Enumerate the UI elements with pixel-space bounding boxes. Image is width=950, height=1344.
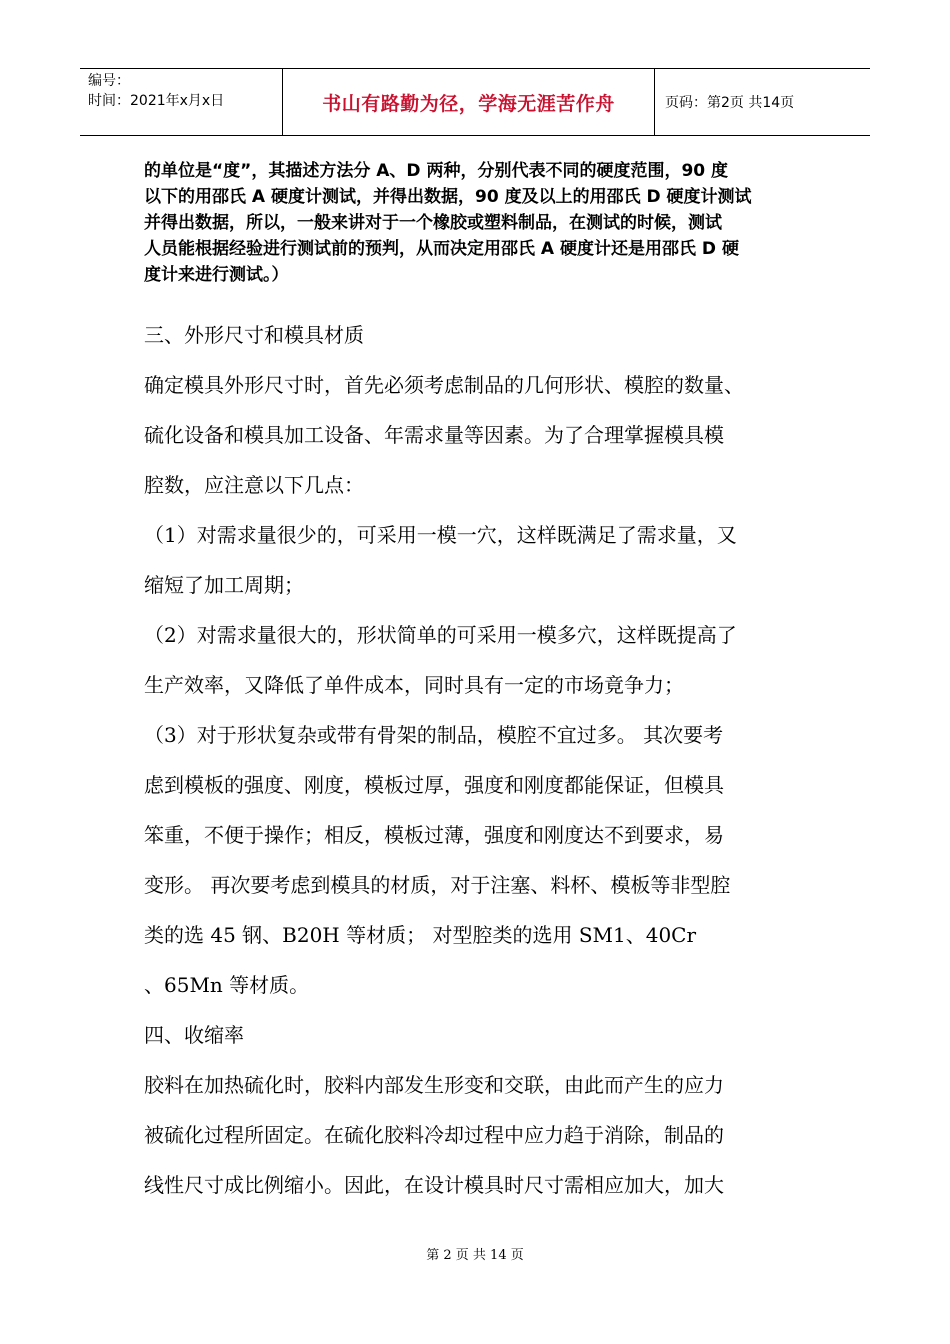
bold-line: 以下的用邵氏 A 硬度计测试，并得出数据，90 度及以上的用邵氏 D 硬度计测试 xyxy=(144,187,752,207)
bold-line: 的单位是“度”，其描述方法分 A、D 两种，分别代表不同的硬度范围，90 度 xyxy=(144,161,729,181)
section-3 xyxy=(144,310,814,1010)
bold-line: 人员能根据经验进行测试前的预判，从而决定用邵氏 A 硬度计还是用邵氏 D 硬 xyxy=(144,239,739,259)
section-3-line: 确定模具外形尺寸时，首先必须考虑制品的几何形状、模腔的数量、 xyxy=(144,373,744,397)
section-3-line: （2）对需求量很大的，形状简单的可采用一模多穴，这样既提高了 xyxy=(144,623,737,647)
section-3-line: 生产效率，又降低了单件成本，同时具有一定的市场竟争力； xyxy=(144,673,684,697)
section-4-line: 胶料在加热硫化时，胶料内部发生形变和交联，由此而产生的应力 xyxy=(144,1073,724,1097)
section-4 xyxy=(144,1010,814,1210)
section-3-line: （1）对需求量很少的，可采用一模一穴，这样既满足了需求量，又 xyxy=(144,523,737,547)
bold-line: 度计来进行测试。） xyxy=(144,265,289,285)
section-3-line: 硫化设备和模具加工设备、年需求量等因素。为了合理掌握模具模 xyxy=(144,423,724,447)
bold-paragraph xyxy=(144,158,812,288)
page-footer: 第 2 页 共 14 页 xyxy=(426,1248,524,1263)
section-3-line: 类的选 45 钢、B20H 等材质； 对型腔类的选用 SM1、40Cr xyxy=(144,923,697,947)
header-meta xyxy=(80,69,283,135)
section-3-line: 缩短了加工周期； xyxy=(144,573,304,597)
time-label: 时间：2021年x月x日 xyxy=(88,93,225,109)
header-motto: 书山有路勤为径，学海无涯苦作舟 xyxy=(283,69,655,135)
header-page-info: 页码：第2页 共14页 xyxy=(665,95,795,111)
page-header xyxy=(80,68,870,136)
bold-line: 并得出数据，所以，一般来讲对于一个橡胶或塑料制品，在测试的时候，测试 xyxy=(144,213,722,233)
section-3-line: 变形。 再次要考虑到模具的材质，对于注塞、料杯、模板等非型腔 xyxy=(144,873,731,897)
section-3-line: 、65Mn 等材质。 xyxy=(144,973,310,997)
section-4-line: 线性尺寸成比例缩小。因此，在设计模具时尺寸需相应加大，加大 xyxy=(144,1173,724,1197)
section-3-line: （3）对于形状复杂或带有骨架的制品，模腔不宜过多。 其次要考 xyxy=(144,723,724,747)
section-4-heading: 四、收缩率 xyxy=(144,1023,244,1047)
section-4-line: 被硫化过程所固定。在硫化胶料冷却过程中应力趋于消除，制品的 xyxy=(144,1123,724,1147)
section-3-line: 虑到模板的强度、刚度，模板过厚，强度和刚度都能保证，但模具 xyxy=(144,773,724,797)
section-3-heading: 三、外形尺寸和模具材质 xyxy=(144,323,364,347)
code-label: 编号： xyxy=(88,73,130,89)
section-3-line: 腔数，应注意以下几点： xyxy=(144,473,364,497)
section-3-line: 笨重，不便于操作；相反，模板过薄，强度和刚度达不到要求，易 xyxy=(144,823,724,847)
